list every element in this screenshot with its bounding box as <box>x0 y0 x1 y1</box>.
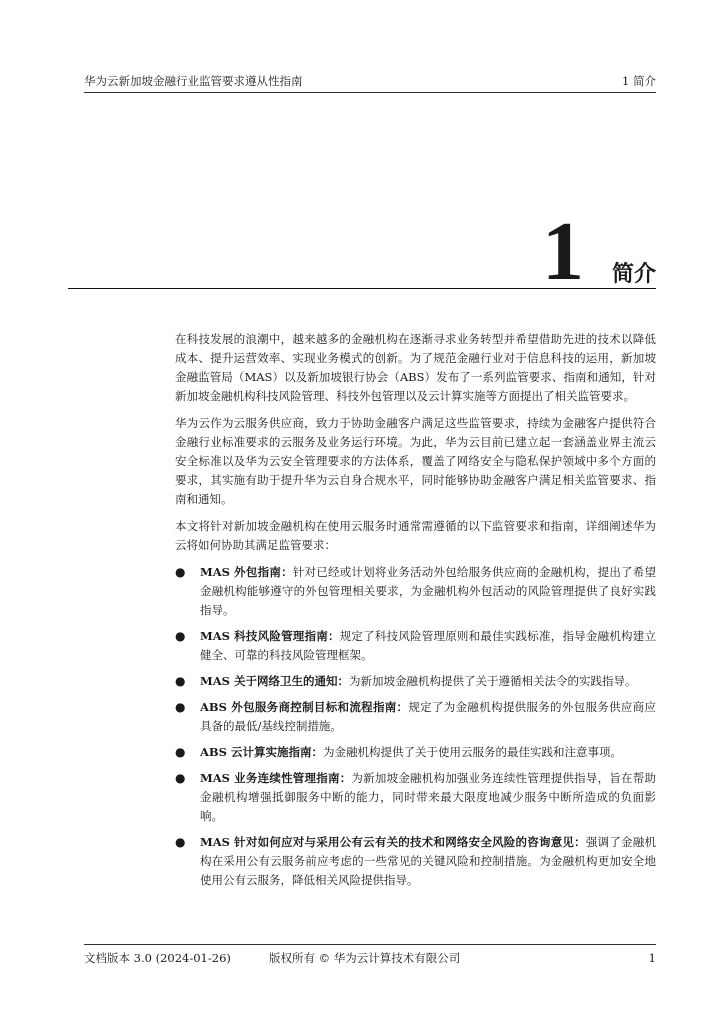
list-item-term: ABS 外包服务商控制目标和流程指南： <box>200 700 409 714</box>
document-version: 文档版本 3.0 (2024-01-26) <box>84 951 231 965</box>
bullet-icon: ● <box>175 629 186 643</box>
list-item <box>175 833 656 890</box>
list-item <box>175 698 656 736</box>
list-item-term: MAS 针对如何应对与采用公有云有关的技术和网络安全风险的咨询意见： <box>200 835 586 849</box>
list-item <box>175 627 656 665</box>
chapter-divider <box>68 288 656 289</box>
chapter-heading <box>541 205 656 298</box>
list-item-term: MAS 外包指南： <box>200 565 293 579</box>
copyright-notice: 版权所有 © 华为云计算技术有限公司 <box>269 951 461 965</box>
list-item-text: 为金融机构提供了关于使用云服务的最佳实践和注意事项。 <box>322 745 622 759</box>
list-item <box>175 769 656 826</box>
list-item <box>175 563 656 620</box>
page-header <box>84 69 656 93</box>
list-item-text: 针对已经或计划将业务活动外包给服务供应商的金融机构，提出了希望金融机构能够遵守的外包管理相关要求，为金融机构外包活动的风险管理提供了良好实践指导。 <box>200 565 657 617</box>
list-item-text: 规定了科技风险管理原则和最佳实践标准，指导金融机构建立健全、可靠的科技风险管理框架。 <box>200 629 657 662</box>
header-document-title: 华为云新加坡金融行业监管要求遵从性指南 <box>84 74 303 88</box>
bullet-icon: ● <box>175 565 186 579</box>
list-item-text: 为新加坡金融机构提供了关于遵循相关法令的实践指导。 <box>348 674 637 688</box>
list-item-text: 强调了金融机构在采用公有云服务前应考虑的一些常见的关键风险和控制措施。为金融机构更加安全地使用公有云服务，降低相关风险提供指导。 <box>200 835 656 887</box>
paragraph: 华为云作为云服务供应商，致力于协助金融客户满足这些监管要求，持续为金融客户提供符合金融行业标准要求的云服务及业务运行环境。为此，华为云目前已建立起一套涵盖业界主流云安全标准以及华为云安全管理要求的方法体系，覆盖了网络安全与隐私保护领域中多个方面的要求，其实施有助于提升华为云自身合规水平，同时能够协助金融客户满足相关监管要求、指南和通知。 <box>175 416 656 506</box>
bullet-icon: ● <box>175 745 186 759</box>
page-footer <box>84 944 656 966</box>
list-item <box>175 672 656 691</box>
list-item-term: MAS 关于网络卫生的通知： <box>200 674 349 688</box>
list-item-term: MAS 业务连续性管理指南： <box>200 771 352 785</box>
chapter-title: 简介 <box>611 262 656 287</box>
bullet-icon: ● <box>175 700 186 714</box>
header-chapter-label: 1 简介 <box>622 74 656 88</box>
document-body <box>175 330 656 897</box>
bullet-icon: ● <box>175 674 186 688</box>
list-item <box>175 743 656 762</box>
list-item-text: 规定了为金融机构提供服务的外包服务供应商应具备的最低/基线控制措施。 <box>200 700 656 733</box>
regulation-list <box>175 563 656 890</box>
list-item-text: 为新加坡金融机构加强业务连续性管理提供指导，旨在帮助金融机构增强抵御服务中断的能力，同时带来最大限度地减少服务中断所造成的负面影响。 <box>200 771 656 823</box>
chapter-number: 1 <box>541 205 584 298</box>
paragraph: 在科技发展的浪潮中，越来越多的金融机构在逐渐寻求业务转型并希望借助先进的技术以降低成本、提升运营效率、实现业务模式的创新。为了规范金融行业对于信息科技的运用，新加坡金融监管局（MAS）以及新加坡银行协会（ABS）发布了一系列监管要求、指南和通知，针对新加坡金融机构科技风险管理、科技外包管理以及云计算实施等方面提出了相关监管要求。 <box>175 332 656 403</box>
list-item-term: ABS 云计算实施指南： <box>200 745 323 759</box>
page-number: 1 <box>648 951 656 965</box>
bullet-icon: ● <box>175 835 186 849</box>
list-item-term: MAS 科技风险管理指南： <box>200 629 340 643</box>
paragraph: 本文将针对新加坡金融机构在使用云服务时通常需遵循的以下监管要求和指南，详细阐述华为云将如何协助其满足监管要求： <box>175 519 656 552</box>
bullet-icon: ● <box>175 771 186 785</box>
